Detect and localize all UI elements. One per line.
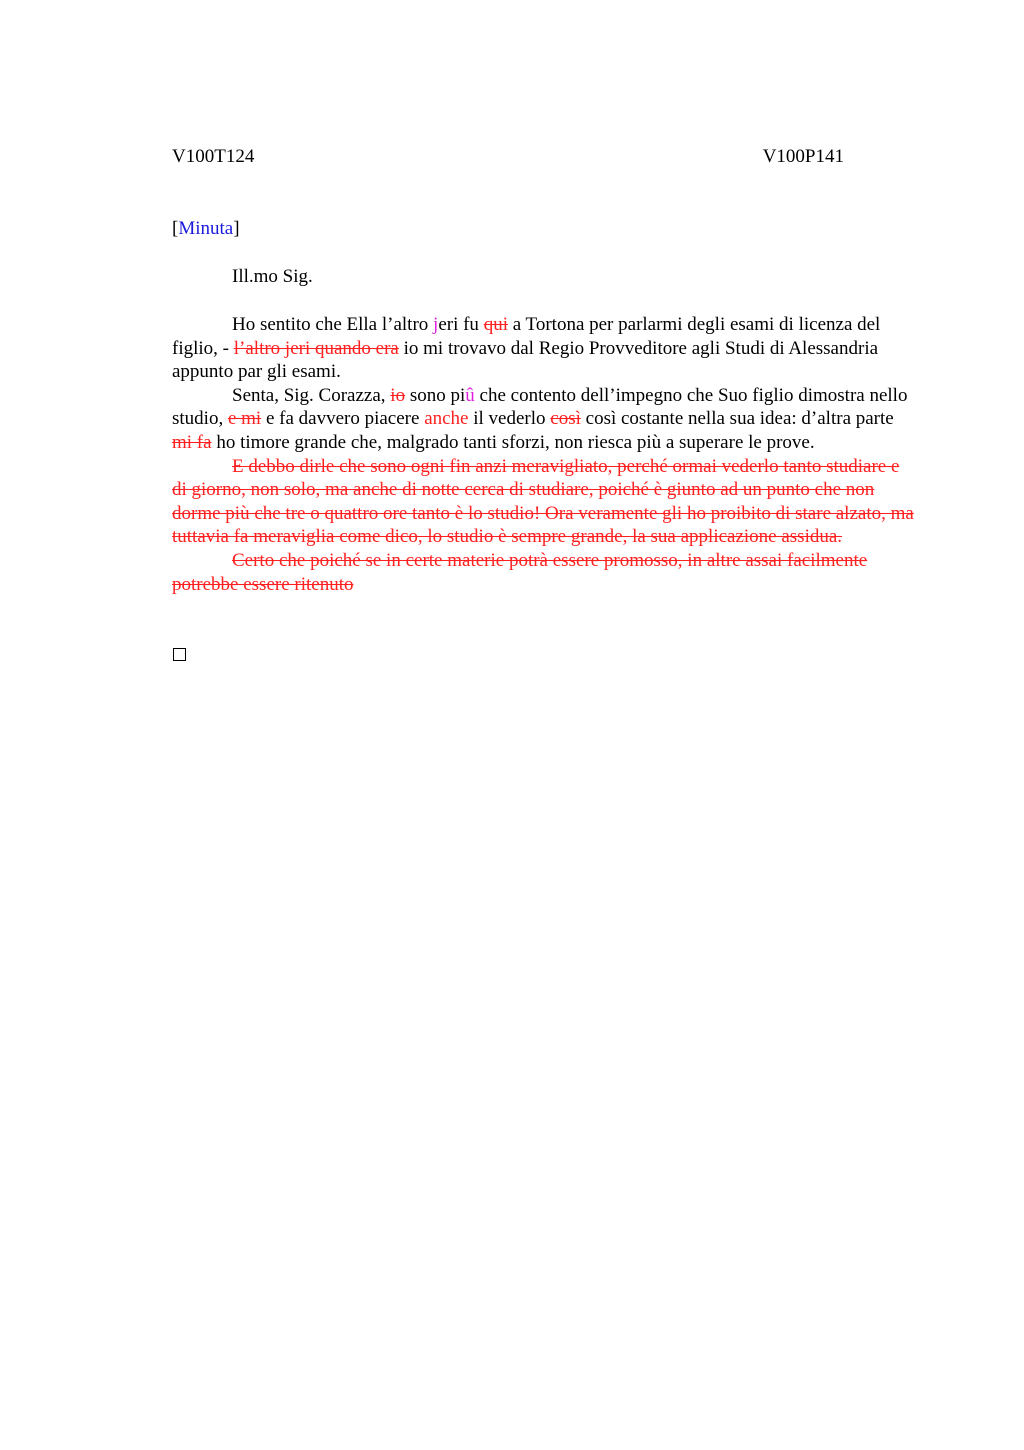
document-code-left: V100T124 xyxy=(172,146,255,167)
text-run: eri fu xyxy=(438,314,484,335)
document-header xyxy=(172,146,844,170)
text-run: Ho sentito che Ella l’altro xyxy=(232,314,434,335)
salutation: Ill.mo Sig. xyxy=(232,266,313,287)
open-bracket: [ xyxy=(172,218,179,239)
deleted-text: mi fa xyxy=(172,431,212,453)
text-run: e fa davvero piacere xyxy=(261,408,425,430)
deleted-text: così xyxy=(550,408,581,430)
deleted-text: e mi xyxy=(227,408,262,430)
text-run: il vederlo xyxy=(468,408,551,430)
paragraph-4-deleted: Certo che poiché se in certe materie potrà essere promosso, in altre assai facilmente potrebbe essere ritenuto xyxy=(172,549,868,595)
correction-mark: û xyxy=(465,384,475,406)
empty-square-icon xyxy=(173,648,186,661)
deleted-text: io xyxy=(390,384,406,406)
paragraph-2 xyxy=(172,384,917,455)
text-run: sono pi xyxy=(405,384,466,406)
document-code-right: V100P141 xyxy=(762,146,844,167)
text-run: così costante nella sua idea: d’altra parte xyxy=(580,408,894,430)
correction-mark: j xyxy=(433,314,439,335)
deleted-text: l’altro jeri quando era xyxy=(233,337,399,359)
close-bracket: ] xyxy=(233,218,240,239)
text-run: Senta, Sig. Corazza, xyxy=(232,384,391,406)
minuta-word: Minuta xyxy=(178,218,234,239)
letter-body xyxy=(172,313,917,596)
paragraph-1 xyxy=(172,313,917,384)
text-run: io mi trovavo dal Regio Provveditore agli Studi di Alessandria appunto par gli esami. xyxy=(172,337,879,383)
text-run: che contento dell’impegno che Suo figlio dimostra nello studio, xyxy=(172,384,908,430)
minuta-label xyxy=(172,218,240,240)
inserted-text: anche xyxy=(424,408,469,430)
text-run: ho timore grande che, malgrado tanti sforzi, non riesca più a superare le prove. xyxy=(211,431,815,453)
paragraph-3-deleted: E debbo dirle che sono ogni fin anzi meravigliato, perché ormai vederlo tanto studiare e di giorno, non solo, ma anche di notte cerca di studiare, poiché è giunto ad un punto che non dorme più che tre o quattro ore tanto è lo studio! Ora veramente gli ho proibito di stare alzato, ma tuttavia fa meraviglia come dico, lo studio è sempre grande, la sua applicazione assidua. xyxy=(172,455,914,548)
text-run: a Tortona per parlarmi degli esami di licenza del figlio, - xyxy=(172,314,881,359)
deleted-text: qui xyxy=(483,314,508,335)
